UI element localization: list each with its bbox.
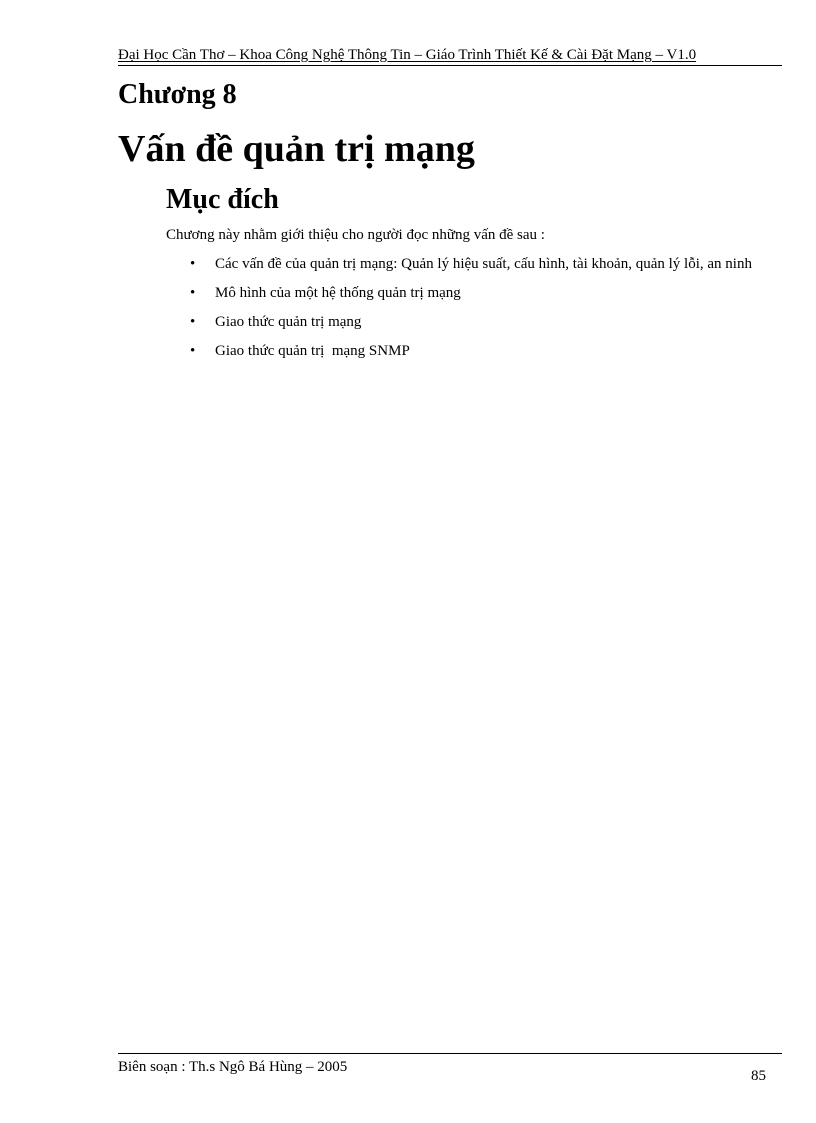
section-intro: Chương này nhằm giới thiệu cho người đọc những vấn đề sau : [166, 227, 545, 243]
list-item-text: Các vấn đề của quản trị mạng: Quản lý hiệu suất, cấu hình, tài khoản, quản lý lỗi, an ninh [215, 256, 752, 272]
header-rule [118, 65, 782, 66]
footer-author: Biên soạn : Th.s Ngô Bá Hùng – 2005 [118, 1059, 348, 1075]
page-header [118, 46, 782, 64]
chapter-title: Vấn đề quản trị mạng [118, 128, 475, 170]
footer-rule [118, 1053, 782, 1054]
chapter-number: Chương 8 [118, 79, 237, 110]
bullet-icon: • [190, 256, 196, 272]
list-item [166, 284, 768, 302]
list-item [166, 255, 768, 273]
page-footer [118, 1053, 782, 1093]
page-number: 85 [751, 1068, 766, 1084]
list-item [166, 313, 768, 331]
bullet-icon: • [190, 343, 196, 359]
bullet-icon: • [190, 285, 196, 301]
list-item [166, 342, 768, 360]
running-title: Đại Học Cần Thơ – Khoa Công Nghệ Thông Tin – Giáo Trình Thiết Kế & Cài Đặt Mạng – V1.0 [118, 47, 697, 63]
section-title: Mục đích [166, 184, 279, 215]
list-item-text: Giao thức quản trị mạng [215, 314, 362, 330]
list-item-text: Mô hình của một hệ thống quản trị mạng [215, 285, 461, 301]
list-item-text: Giao thức quản trị mạng SNMP [215, 343, 410, 359]
objectives-list [166, 255, 768, 371]
bullet-icon: • [190, 314, 196, 330]
